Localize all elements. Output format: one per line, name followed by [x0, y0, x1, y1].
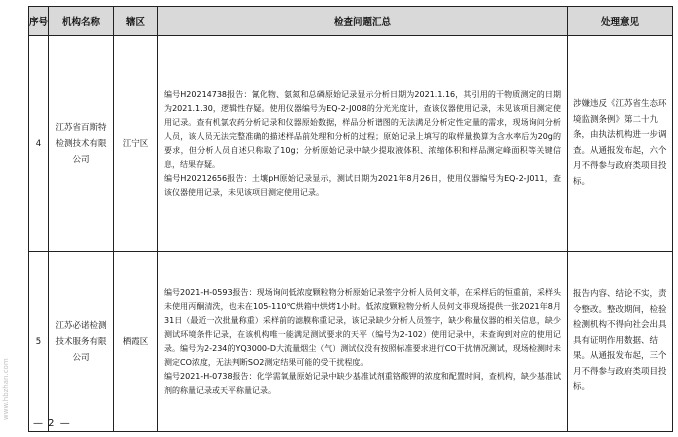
- issue-paragraph: 编号H20212656报告：土壤pH原始记录显示，测试日期为2021年8月26日，使用仪器编号为EQ-2-J011，查该仪器使用记录，未见该项目测定使用记录。: [164, 173, 561, 197]
- table-header-row: [29, 7, 673, 36]
- table-row: [29, 252, 673, 432]
- header-district: 辖区: [114, 7, 158, 36]
- row-district: 江宁区: [114, 36, 158, 252]
- row-issues: [158, 252, 568, 432]
- row-org-name: 江苏必诺检测技术服务有限公司: [49, 252, 114, 432]
- row-district: 栖霞区: [114, 252, 158, 432]
- row-opinion: 报告内容、结论不实，责令整改。整改期间，检验检测机构不得向社会出具具有证明作用数据、结果。从通报发布起，三个月不得参与政府类项目投标。: [568, 252, 673, 432]
- row-org-name: 江苏省百斯特检测技术有限公司: [49, 36, 114, 252]
- table-row: [29, 36, 673, 252]
- issue-paragraph: 编号2021-H-0738报告：化学需氧量原始记录中缺少基准试剂重铬酸钾的浓度和配置时间，查机构，缺少基准试剂的称量记录或天平称量记录。: [164, 371, 561, 395]
- table-header: [29, 7, 673, 36]
- row-issues: [158, 36, 568, 252]
- issue-paragraph: 编号2021-H-0593报告：现场询问低浓度颗粒物分析原始记录签字分析人员何文菲，在采样后的恒重前，采样头未使用丙酮清洗，也未在105-110℃烘箱中烘烤1小时。低浓度颗粒物分析人员何文菲现场提供一张2021年8月31日（最近一次批量称重）采样前的滤膜称重记录，该记录缺少分析人员签字，缺少称量仪器的相关信息，缺少测试环境条件记录，在该机构唯一能满足测试要求的天平（编号为2-102）使用记录中，未查询到对应的使用记录。编号为2-234的YQ3000-D大流量烟尘（气）测试仪没有按照标准要求进行CO干扰情况测试，现场检测时未测定CO浓度，无法判断SO2测定结果可能的受干扰程度。: [164, 287, 561, 367]
- row-opinion: 涉嫌违反《江苏省生态环境监测条例》第二十九条，由执法机构进一步调查。从通报发布起，六个月不得参与政府类项目投标。: [568, 36, 673, 252]
- row-seq: 4: [29, 36, 49, 252]
- header-opinion: 处理意见: [568, 7, 673, 36]
- inspection-table: [28, 6, 673, 432]
- table-body: [29, 36, 673, 432]
- page-number: — 2 —: [33, 418, 71, 429]
- header-org: 机构名称: [49, 7, 114, 36]
- header-seq: 序号: [29, 7, 49, 36]
- issue-paragraph: 编号H20214738报告：氰化物、氨氮和总磷原始记录显示分析日期为2021.1.16，其引用的干物质测定的日期为2021.1.30，逻辑性存疑。使用仪器编号为EQ-2-J008的分光光度计，查该仪器使用记录，未见该项目测定使用记录。查有机氯农药分析记录和仪器原始数据，样品分析谱图的无法满足分析定性定量的需求，现场询问分析人员，该人员无法完整准确的描述样品前处理和分析的过程；原始记录上填写的取样量换算为含水率后为20g的要求，但分析人员自述只称取了10g；分析原始记录中缺少提取液体积、浓缩体积和样品测定峰面积等关键信息，结果存疑。: [164, 89, 561, 169]
- header-issues: 检查问题汇总: [158, 7, 568, 36]
- row-seq: 5: [29, 252, 49, 432]
- watermark: www.hbzhan.com: [2, 358, 10, 420]
